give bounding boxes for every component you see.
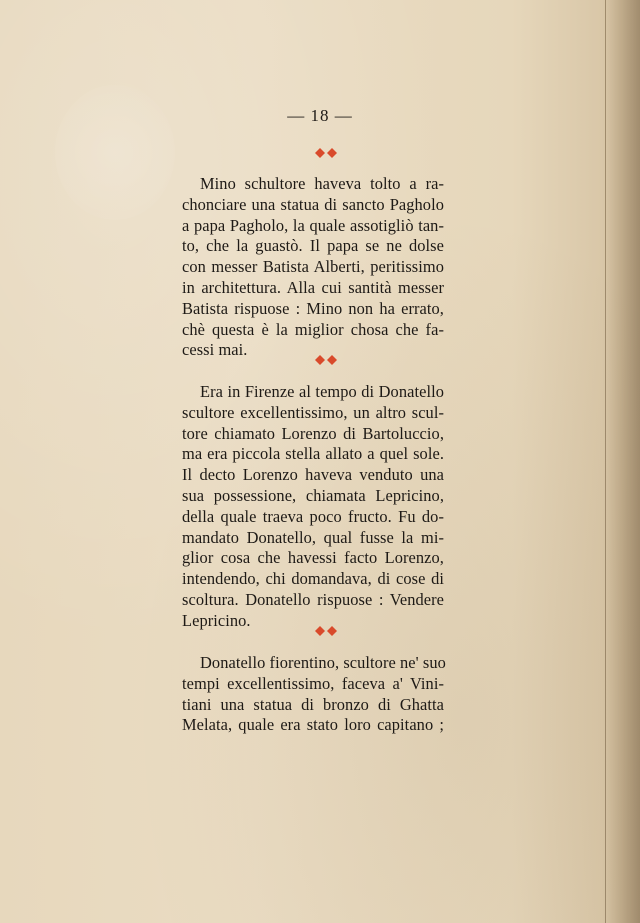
text-line: scoltura. Donatello rispuose : Vendere: [182, 589, 444, 609]
paper-stain: [55, 85, 175, 220]
anecdote-paragraph-lorenzo: [182, 382, 444, 632]
text-line: Melata, quale era stato loro capitano ;: [182, 715, 444, 735]
page-number: — 18 —: [287, 106, 353, 125]
text-line: Lepricino.: [182, 610, 251, 630]
text-line: della quale traeva poco fructo. Fu do-: [182, 506, 444, 526]
text-line: chonciare una statua di sancto Pagholo: [182, 194, 444, 214]
text-line: cessi mai.: [182, 340, 248, 360]
anecdote-paragraph-donatello: [182, 653, 444, 736]
text-line: intendendo, chi domandava, di cose di: [182, 569, 444, 589]
text-line: to, che la guastò. Il papa se ne dolse: [182, 236, 444, 256]
text-line: mandato Donatello, qual fusse la mi-: [182, 527, 444, 547]
diamond-ornament-icon: [314, 147, 338, 159]
text-line: tempi excellentissimo, faceva a' Vini-: [182, 673, 444, 693]
text-line: tiani una statua di bronzo di Ghatta: [182, 694, 444, 714]
text-line: Mino schultore haveva tolto a ra-: [200, 174, 444, 193]
text-line: chè questa è la miglior chosa che fa-: [182, 319, 444, 339]
text-line: a papa Pagholo, la quale assotigliò tan-: [182, 215, 444, 235]
anecdote-paragraph-mino: [182, 174, 444, 361]
text-line: glior cosa che havessi facto Lorenzo,: [182, 548, 444, 568]
text-line: Era in Firenze al tempo di Donatello: [200, 382, 444, 401]
text-line: tore chiamato Lorenzo di Bartoluccio,: [182, 423, 444, 443]
page-binding-edge: [605, 0, 640, 923]
text-line: scultore excellentissimo, un altro scul-: [182, 402, 444, 422]
diamond-ornament-icon: [314, 354, 338, 366]
diamond-ornament-icon: [314, 625, 338, 637]
text-line: Batista rispuose : Mino non ha errato,: [182, 298, 444, 318]
text-line: Donatello fiorentino, scultore ne' suo: [200, 653, 446, 672]
text-line: ma era piccola stella allato a quel sole.: [182, 444, 444, 464]
text-line: in architettura. Alla cui santità messer: [182, 277, 444, 297]
text-line: con messer Batista Alberti, peritissimo: [182, 257, 444, 277]
text-line: sua possessione, chiamata Lepricino,: [182, 485, 444, 505]
text-line: Il decto Lorenzo haveva venduto una: [182, 465, 444, 485]
